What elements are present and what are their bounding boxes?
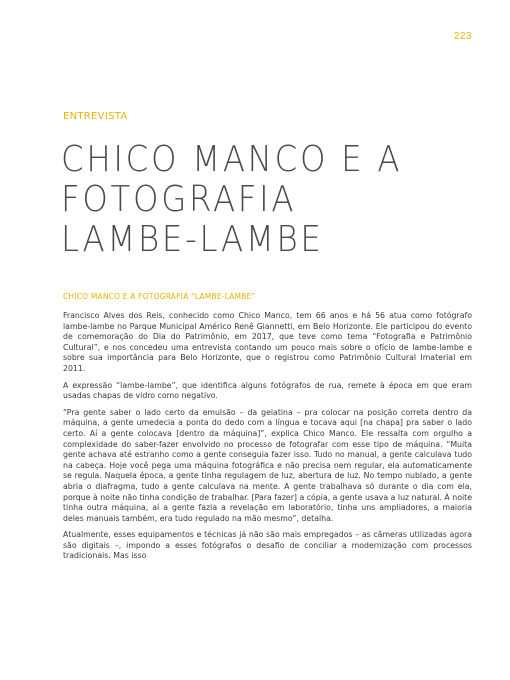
- page-title: [61, 140, 439, 260]
- title-line-2: FOTOGRAFIA LAMBE-LAMBE: [61, 179, 324, 260]
- section-label: ENTREVISTA: [63, 111, 128, 122]
- paragraph-expression: A expressão “lambe-lambe”, que identifica alguns fotógrafos de rua, remete à época em que eram usadas chapas de vidro como negativo.: [63, 380, 472, 401]
- article-body: [63, 292, 472, 568]
- page-number: 223: [453, 31, 472, 42]
- paragraph-current: Atualmente, esses equipamentos e técnicas já não são mais empregados – as câmeras utilizadas agora são digitais –, impondo a esses fotógrafos o desafio de conciliar a modernização com processos tradicionais. Mas isso: [63, 530, 472, 561]
- subheading: CHICO MANCO E A FOTOGRAFIA “LAMBE-LAMBE”: [63, 292, 256, 301]
- title-line-1: CHICO MANCO E A: [61, 139, 403, 180]
- paragraph-quote: “Pra gente saber o lado certo da emulsão – da gelatina – pra colocar na posição correta dentro da máquina, a gente umedecia a ponta do dedo com a língua e tocava aqui [na chapa] pra saber o lado certo. Aí a gente colocava [dentro da máquina]”, explica Chico Manco. Ele ressalta com orgulho a complexidade do saber-fazer envolvido no processo de fotografar com esse tipo de máquina. “Muita gente achava até estranho como a gente conseguia fazer isso. Tudo no manual, a gente calculava tudo na cabeça. Hoje você pega uma máquina fotográfica e não precisa nem regular, ela automaticamente se regula. Naquela época, a gente tinha regulagem de luz, abertura de luz. No tempo nublado, a gente abria o diafragma, tudo a gente calculava na mente. A gente trabalhava só durante o dia com ela, porque à noite não tinha condição de trabalhar. [Para fazer] a cópia, a gente usava a luz natural. À noite tinha outra máquina, aí a gente fazia a revelação em laboratório, tinha uns ampliadores, a maioria deles manuais também, era tudo regulado na mão mesmo”, detalha.: [63, 407, 472, 523]
- paragraph-intro: Francisco Alves dos Reis, conhecido como Chico Manco, tem 66 anos e há 56 atua como fotógrafo lambe-lambe no Parque Municipal Américo Renê Giannetti, em Belo Horizonte. Ele participou do evento de comemoração do Dia do Patrimônio, em 2017, que teve como tema “Fotografia e Patrimônio Cultural”, e nos concedeu uma entrevista contando um pouco mais sobre o ofício de lambe-lambe e sobre sua importância para Belo Horizonte, que o registrou como Patrimônio Cultural Imaterial em 2011.: [63, 311, 472, 373]
